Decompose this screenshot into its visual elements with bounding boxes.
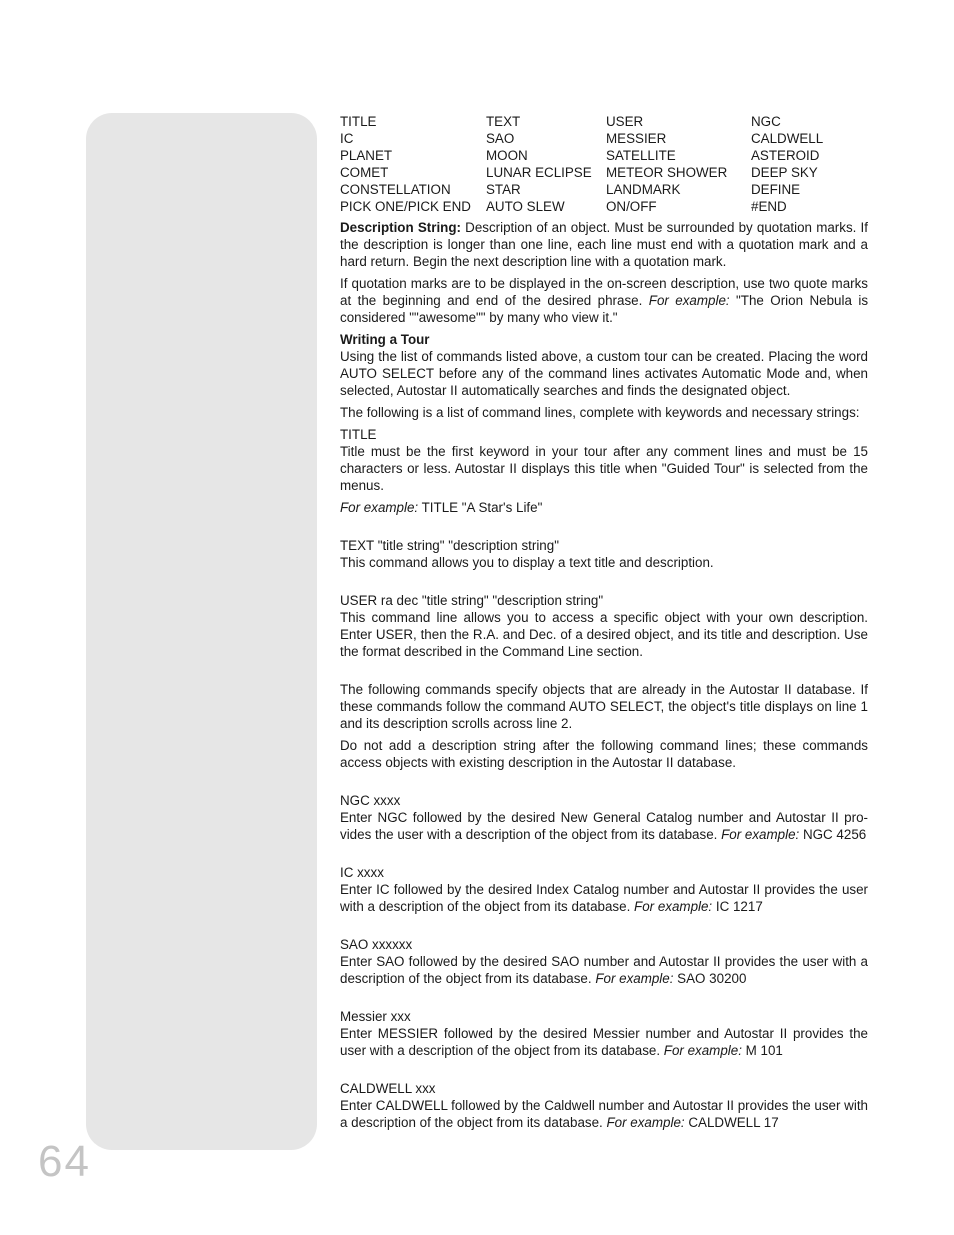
keyword-cell: TITLE	[340, 114, 377, 129]
sao-command-text: Enter SAO followed by the desired SAO number and Autostar II provides the user with a description of the object from its database.	[340, 954, 868, 986]
caldwell-command-section	[340, 1080, 868, 1131]
keyword-cell: COMET	[340, 165, 389, 180]
keywords-row	[340, 130, 868, 147]
writing-tour-heading: Writing a Tour	[340, 332, 430, 347]
example-label: For example:	[634, 899, 713, 914]
messier-command-text: Enter MESSIER followed by the desired Messier number and Autostar II provides the user with a description of the object from its database.	[340, 1026, 868, 1058]
keyword-cell: STAR	[486, 182, 521, 197]
example-text: CALDWELL 17	[684, 1115, 779, 1130]
caldwell-command-heading: CALDWELL xxx	[340, 1081, 436, 1096]
ic-command-heading: IC xxxx	[340, 865, 384, 880]
example-text: IC 1217	[712, 899, 763, 914]
keywords-row	[340, 198, 868, 215]
sao-command-heading: SAO xxxxxx	[340, 937, 413, 952]
ic-command-section	[340, 864, 868, 915]
keyword-cell: MOON	[486, 148, 528, 163]
user-command-heading: USER ra dec "title string" "description string"	[340, 593, 604, 608]
page-number: 64	[38, 1137, 91, 1186]
ngc-command-text: Enter NGC followed by the desired New General Catalog number and Autostar II pro-vides the user with a description of the object from its database.	[340, 810, 868, 842]
keyword-cell: SAO	[486, 131, 515, 146]
user-command-section	[340, 592, 868, 660]
example-text: SAO 30200	[673, 971, 747, 986]
user-command-text: This command line allows you to access a specific object with your own description. Enter USER, then the R.A. and Dec. of a desired object, and its title and description. Use the format described in the Command Line section.	[340, 610, 868, 659]
keyword-cell: PICK ONE/PICK END	[340, 199, 471, 214]
keyword-cell: TEXT	[486, 114, 521, 129]
keyword-cell: USER	[606, 114, 644, 129]
example-text: M 101	[741, 1043, 783, 1058]
example-label: For example:	[595, 971, 674, 986]
keyword-cell: LANDMARK	[606, 182, 681, 197]
text-command-heading: TEXT "title string" "description string"	[340, 538, 559, 553]
text-command-text: This command allows you to display a text title and description.	[340, 555, 714, 570]
title-command-text: Title must be the first keyword in your tour after any comment lines and must be 15 characters or less. Autostar II displays this title when "Guided Tour" is selected from the menus.	[340, 444, 868, 493]
keyword-cell: NGC	[751, 114, 781, 129]
keyword-cell: ASTEROID	[751, 148, 820, 163]
ngc-command-heading: NGC xxxx	[340, 793, 401, 808]
messier-command-section	[340, 1008, 868, 1059]
title-command-heading: TITLE	[340, 427, 377, 442]
example-label: For example:	[606, 1115, 685, 1130]
example-label: For example:	[340, 500, 419, 515]
keyword-cell: AUTO SLEW	[486, 199, 565, 214]
keywords-row	[340, 164, 868, 181]
ngc-command-section	[340, 792, 868, 843]
keyword-cell: CONSTELLATION	[340, 182, 451, 197]
ic-command-text: Enter IC followed by the desired Index Catalog number and Autostar II provides the user with a description of the object from its database.	[340, 882, 868, 914]
keyword-cell: SATELLITE	[606, 148, 676, 163]
example-label: For example:	[663, 1043, 742, 1058]
command-list-intro: The following is a list of command lines, complete with keywords and necessary strings:	[340, 405, 860, 420]
keyword-cell: ON/OFF	[606, 199, 657, 214]
writing-tour-section	[340, 331, 868, 399]
keywords-row	[340, 147, 868, 164]
keywords-row	[340, 113, 868, 130]
keyword-cell: LUNAR ECLIPSE	[486, 165, 592, 180]
messier-command-heading: Messier xxx	[340, 1009, 411, 1024]
example-label: For example:	[721, 827, 800, 842]
text-command-section	[340, 537, 868, 571]
example-text: NGC 4256	[799, 827, 867, 842]
writing-tour-text: Using the list of commands listed above, a custom tour can be created. Placing the word AUTO SELECT before any of the command lines activates Automatic Mode and, when selected, Autostar II automatically searches and finds the designated object.	[340, 349, 868, 398]
title-command-section	[340, 426, 868, 494]
keyword-cell: MESSIER	[606, 131, 667, 146]
sidebar-panel	[86, 113, 317, 1150]
keywords-row	[340, 181, 868, 198]
keyword-cell: METEOR SHOWER	[606, 165, 728, 180]
description-string-label: Description String:	[340, 220, 461, 235]
caldwell-command-text: Enter CALDWELL followed by the Caldwell number and Autostar II provides the user with a description of the object from its database.	[340, 1098, 868, 1130]
keyword-cell: IC	[340, 131, 354, 146]
keyword-cell: PLANET	[340, 148, 393, 163]
example-text: TITLE "A Star's Life"	[418, 500, 543, 515]
keyword-cell: #END	[751, 199, 787, 214]
description-string-paragraph	[340, 219, 868, 270]
keyword-cell: CALDWELL	[751, 131, 824, 146]
keywords-table	[340, 113, 868, 215]
description-string-text: Description of an object. Must be surrounded by quotation marks. If the description is longer than one line, each line must end with a quotation mark and a hard return. Begin the next description line with a quotation mark.	[340, 220, 868, 269]
example-text: "The Orion Nebula is considered ""awesome"" by many who view it."	[340, 293, 869, 325]
keyword-cell: DEEP SKY	[751, 165, 818, 180]
quote-marks-text: If quotation marks are to be displayed in the on-screen description, use two quote marks at the beginning and end of the desired phrase.	[340, 276, 868, 308]
page-content	[340, 113, 868, 1136]
no-description-paragraph: Do not add a description string after the following command lines; these commands access objects with existing description in the Autostar II database.	[340, 738, 868, 770]
quote-marks-paragraph	[340, 275, 868, 326]
title-example	[340, 499, 868, 516]
keyword-cell: DEFINE	[751, 182, 801, 197]
sao-command-section	[340, 936, 868, 987]
example-label: For example:	[648, 293, 730, 308]
database-objects-paragraph: The following commands specify objects that are already in the Autostar II database. If these commands follow the command AUTO SELECT, the object's title displays on line 1 and its description scrolls across line 2.	[340, 682, 868, 731]
